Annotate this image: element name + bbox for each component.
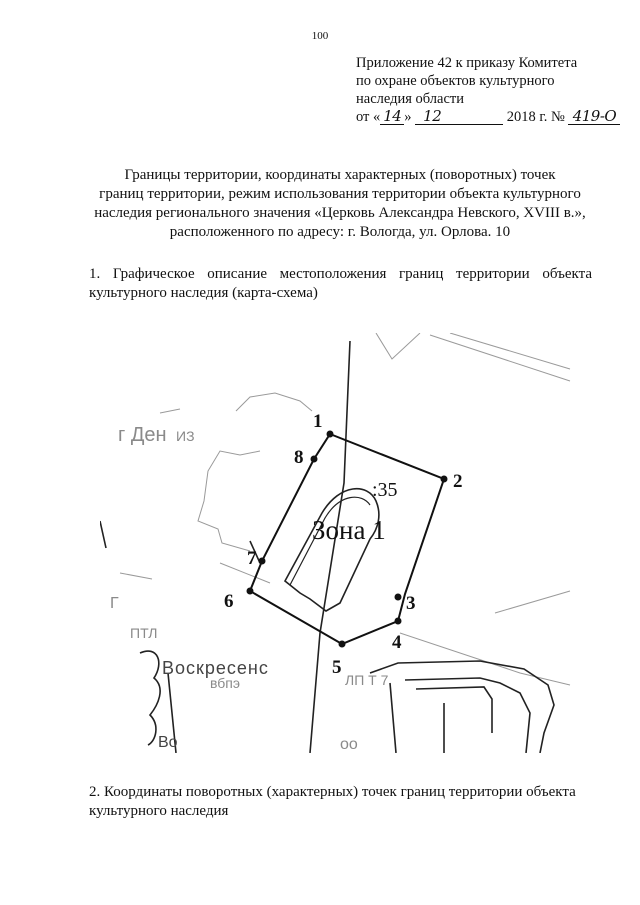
vertex-label-5: 5 (332, 657, 342, 678)
appendix-block (356, 54, 620, 126)
vertex-label-4: 4 (392, 632, 402, 653)
order-number: 419-О (568, 109, 620, 125)
vertex-4 (395, 618, 402, 625)
vertex-6 (247, 588, 254, 595)
title-line: границ территории, режим использования территории объекта культурного (99, 186, 581, 202)
vertex-3 (395, 594, 402, 601)
svg-text:ЛП Т 7: ЛП Т 7 (345, 672, 389, 688)
title-line: наследия регионального значения «Церковь Александра Невского, XVIII в.», (94, 205, 586, 221)
parcel-label: :35 (372, 479, 398, 501)
vertex-7 (259, 558, 266, 565)
svg-text:г Ден: г Ден (118, 424, 167, 446)
title-line: расположенного по адресу: г. Вологда, ул. Орлова. 10 (169, 224, 511, 240)
document-title (80, 166, 600, 242)
section-2-heading: 2. Координаты поворотных (характерных) точек границ территории объекта культурного наследия (89, 784, 576, 819)
church-outline (285, 489, 379, 611)
vertex-label-3: 3 (406, 593, 416, 614)
zone-label: Зона 1 (312, 515, 386, 545)
vertex-8 (311, 456, 318, 463)
section-1-heading: 1. Графическое описание местоположения границ территории объекта культурного наследия (карта-схема) (89, 266, 592, 301)
order-day: 14 (380, 109, 404, 125)
street-label-fragment: Во (158, 734, 178, 751)
vertex-label-7: 7 (247, 548, 257, 569)
background-linework (120, 333, 570, 685)
page-number: 100 (311, 30, 329, 42)
date-mid: » (404, 109, 412, 125)
boundary-map (100, 333, 580, 753)
svg-text:ИЗ: ИЗ (176, 428, 195, 444)
surrounding-features (100, 341, 554, 753)
svg-text:вбпэ: вбпэ (210, 675, 241, 691)
title-line: Границы территории, координаты характерных (поворотных) точек (124, 167, 556, 183)
vertex-label-8: 8 (294, 447, 304, 468)
order-month: 12 (415, 109, 503, 125)
date-prefix: от « (356, 109, 381, 125)
svg-text:оо: оо (340, 736, 358, 753)
svg-text:ПТЛ: ПТЛ (130, 625, 158, 641)
svg-text:Г: Г (110, 595, 119, 612)
vertex-1 (327, 431, 334, 438)
street-label: Воскресенс (162, 658, 269, 678)
vertex-label-1: 1 (313, 411, 323, 432)
vertex-2 (441, 476, 448, 483)
vertex-label-2: 2 (453, 471, 463, 492)
order-date-line (356, 108, 620, 126)
appendix-line: наследия области (356, 91, 465, 107)
date-year: 2018 г. № (506, 109, 565, 125)
appendix-line: Приложение 42 к приказу Комитета (356, 55, 578, 71)
appendix-line: по охране объектов культурного (356, 73, 555, 89)
vertex-5 (339, 641, 346, 648)
vertex-label-6: 6 (224, 591, 234, 612)
